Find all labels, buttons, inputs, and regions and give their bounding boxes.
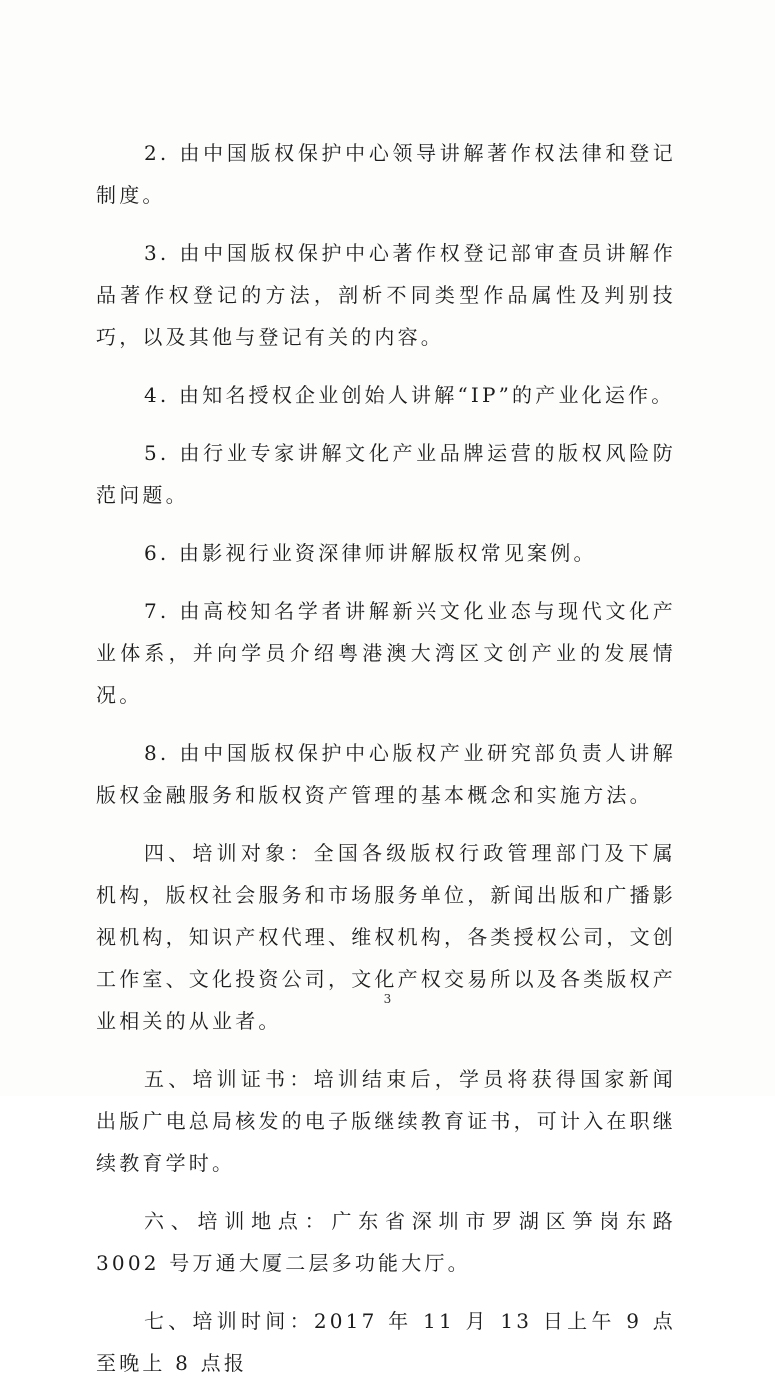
page-number: 3 (383, 992, 392, 1006)
paragraph-item-6: 6. 由影视行业资深律师讲解版权常见案例。 (144, 541, 597, 565)
section-training-location: 六、培训地点：广东省深圳市罗湖区笋岗东路 3002 号万通大厦二层多功能大厅。 (96, 1209, 676, 1275)
section-training-certificate: 五、培训证书：培训结束后，学员将获得国家新闻出版广电总局核发的电子版继续教育证书，可计入在职继续教育学时。 (96, 1067, 676, 1175)
paragraph-item-3: 3. 由中国版权保护中心著作权登记部审查员讲解作品著作权登记的方法，剖析不同类型作品属性及判别技巧，以及其他与登记有关的内容。 (96, 241, 676, 349)
paragraph-item-7: 7. 由高校知名学者讲解新兴文化业态与现代文化产业体系，并向学员介绍粤港澳大湾区文创产业的发展情况。 (96, 599, 676, 707)
paragraph-item-5: 5. 由行业专家讲解文化产业品牌运营的版权风险防范问题。 (96, 441, 676, 507)
paragraph-item-4: 4. 由知名授权企业创始人讲解“IP”的产业化运作。 (144, 383, 675, 407)
paragraph-item-2: 2. 由中国版权保护中心领导讲解著作权法律和登记制度。 (96, 141, 676, 207)
document-body (96, 132, 676, 1400)
section-training-time: 七、培训时间：2017 年 11 月 13 日上午 9 点至晚上 8 点报 (96, 1309, 676, 1375)
paragraph-item-8: 8. 由中国版权保护中心版权产业研究部负责人讲解版权金融服务和版权资产管理的基本概念和实施方法。 (96, 741, 676, 807)
section-training-audience: 四、培训对象：全国各级版权行政管理部门及下属机构，版权社会服务和市场服务单位，新闻出版和广播影视机构，知识产权代理、维权机构，各类授权公司，文创工作室、文化投资公司，文化产权交易所以及各类版权产业相关的从业者。 (96, 841, 676, 1033)
